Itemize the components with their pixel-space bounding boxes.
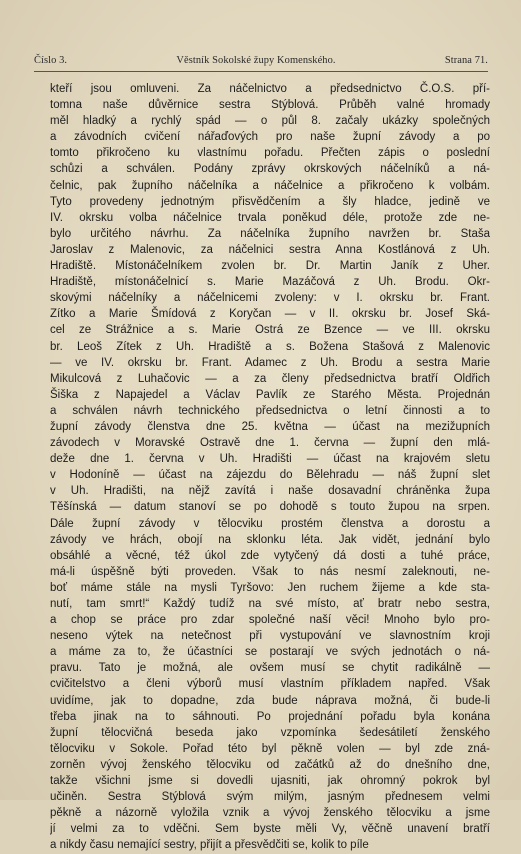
text-line: a nikdy času nemající sestry, přijít a přesvědčiti se, kolik to píle <box>50 839 369 852</box>
text-line: Dále župní závody v tělocviku prostém členstva a dorostu a <box>50 517 490 530</box>
text-line: učiněn. Sestra Stýblová svým milým, jasným přednesem velmi <box>50 791 490 804</box>
text-line: tělocviku v Sokole. Pořad této byl pěkně volen — byl zde zná- <box>50 742 490 755</box>
text-line: závodech v Moravské Ostravě dne 1. června — župní den mlá- <box>50 437 490 450</box>
text-line: deže dne 1. června v Uh. Hradišti — účast na krajovém sletu <box>50 453 490 466</box>
text-line: obsáhlé a věcné, též úkol zde vytyčený dá dosti a tuhé práce, <box>50 549 490 562</box>
journal-title: Věstník Sokolské župy Komenského. <box>176 55 336 66</box>
text-line: jí velmi za to vděčni. Sem byste měli Vy, věčně unavení bratří <box>50 823 490 836</box>
text-line: zorněn vývoj ženského tělocviku od začátků až do dnešního dne, <box>50 758 490 771</box>
text-line: Zítko a Marie Šmídová z Koryčan — v II. okrsku br. Josef Ská- <box>50 308 490 321</box>
text-line: skovými náčelníky a náčelnicemi zvoleny: v I. okrsku br. Frant. <box>50 292 490 305</box>
text-line: v Uh. Hradišti, na nějž zavítá i naše dosavadní chráněnka župa <box>50 485 490 498</box>
text-line: Těšínská — datum stanoví se po dohodě s touto župou na srpen. <box>50 501 490 514</box>
text-line: má-li úspěšně býti proveden. Však to nás nesmí zaleknouti, ne- <box>50 565 490 578</box>
text-line: Šiška z Napajedel a Václav Pavlík ze Starého Města. Projednán <box>50 388 490 401</box>
text-line: čelnic, pak župního náčelníka a náčelnice a přikročeno k volbám. <box>50 179 490 192</box>
header-rule <box>34 71 488 72</box>
text-line: v Hodoníně — účast na zájezdu do Bělehradu — náš župní slet <box>50 469 490 482</box>
text-line: takže všichni jsme si dovedli ujasniti, jak ohromný pokrok byl <box>50 775 490 788</box>
body-text <box>50 81 490 854</box>
text-line: měl hladký a rychlý spád — o půl 8. začaly ukázky společných <box>50 115 490 128</box>
text-line: Hradiště. Místonáčelníkem zvolen br. Dr. Martin Janík z Uher. <box>50 260 490 273</box>
text-line: třeba jinak na to sáhnouti. Po projednání pořadu byla konána <box>50 710 490 723</box>
text-line: a schválen návrh technického předsednictva o letní činnosti a to <box>50 404 490 417</box>
text-line: pravu. Tato je možná, ale ovšem musí se chytit radikálně — <box>50 662 490 675</box>
text-line: nutí, tam smrt!“ Každý tudíž na své místo, ať bratr nebo sestra, <box>50 598 490 610</box>
text-line: tomto přikročeno ku vlastnímu pořadu. Přečten zápis o poslední <box>50 147 490 160</box>
text-line: schůzi a schválen. Podány zprávy okrskových náčelníků a ná- <box>50 163 490 176</box>
running-header <box>34 55 488 66</box>
text-line: tomna naše důvěrnice sestra Stýblová. Průběh valné hromady <box>50 99 490 112</box>
text-line: Jaroslav z Malenovic, za náčelnici sestra Anna Kostlánová z Uh. <box>50 243 490 256</box>
page-number: Strana 71. <box>444 55 488 66</box>
issue-number: Číslo 3. <box>34 55 68 66</box>
text-line: a závodních cvičení nářaďových pro naše župní závody a po <box>50 131 490 144</box>
text-line: cvičitelstvo a členi výborů musí vlastním příkladem napřed. Však <box>50 678 490 691</box>
text-line: Hradiště, místonáčelnicí s. Marie Mazáčová z Uh. Brodu. Okr- <box>50 276 490 289</box>
text-line: — ve IV. okrsku br. Frant. Adamec z Uh. Brodu a sestra Marie <box>50 356 490 369</box>
text-line: neseno výtek na netečnost při vystupování ve slavnostním kroji <box>50 630 490 643</box>
text-line: župní závody členstva dne 25. května — účast na mezižupních <box>50 420 490 433</box>
text-line: br. Leoš Zítek z Uh. Hradiště a s. Božena Stašová z Malenovic <box>50 340 490 353</box>
text-line: Mikulcová z Luhačovic — a za členy předsednictva bratří Oldřich <box>50 372 490 385</box>
text-line: cel ze Strážnice a s. Marie Ostrá ze Bzence — ve III. okrsku <box>50 324 490 337</box>
text-line: IV. okrsku volba náčelnice trvala poněkud déle, protože zde ne- <box>50 211 490 224</box>
text-line: uvidíme, jak to dopadne, zda bude náprava možná, či bude-li <box>50 694 490 707</box>
text-line: bylo určitého návrhu. Za náčelníka župního navržen br. Staša <box>50 227 490 240</box>
text-line: župní tělocvičná beseda jako vzpomínka šedesátiletí ženského <box>50 726 490 739</box>
text-line: Tyto provedeny jednotným přisvědčením a šly hladce, jedině ve <box>50 195 490 208</box>
text-line: a máme za to, že účastníci se postarají ve svých jednotách o ná- <box>50 646 490 659</box>
text-line: závody ve hrách, obojí na sklonku léta. Jak vidět, jednání bylo <box>50 533 490 546</box>
text-line: pěkně a názorně vyložila vznik a vývoj ženského tělocviku a jsme <box>50 807 490 820</box>
text-line: a chop se práce pro zdar společné naší věci! Mnoho bylo pro- <box>50 614 490 627</box>
text-line: boť máme stále na mysli Tyršovo: Jen ruchem žijeme a kde sta- <box>50 581 490 594</box>
text-line: kteří jsou omluveni. Za náčelnictvo a předsednictvo Č.O.S. pří- <box>50 83 490 95</box>
